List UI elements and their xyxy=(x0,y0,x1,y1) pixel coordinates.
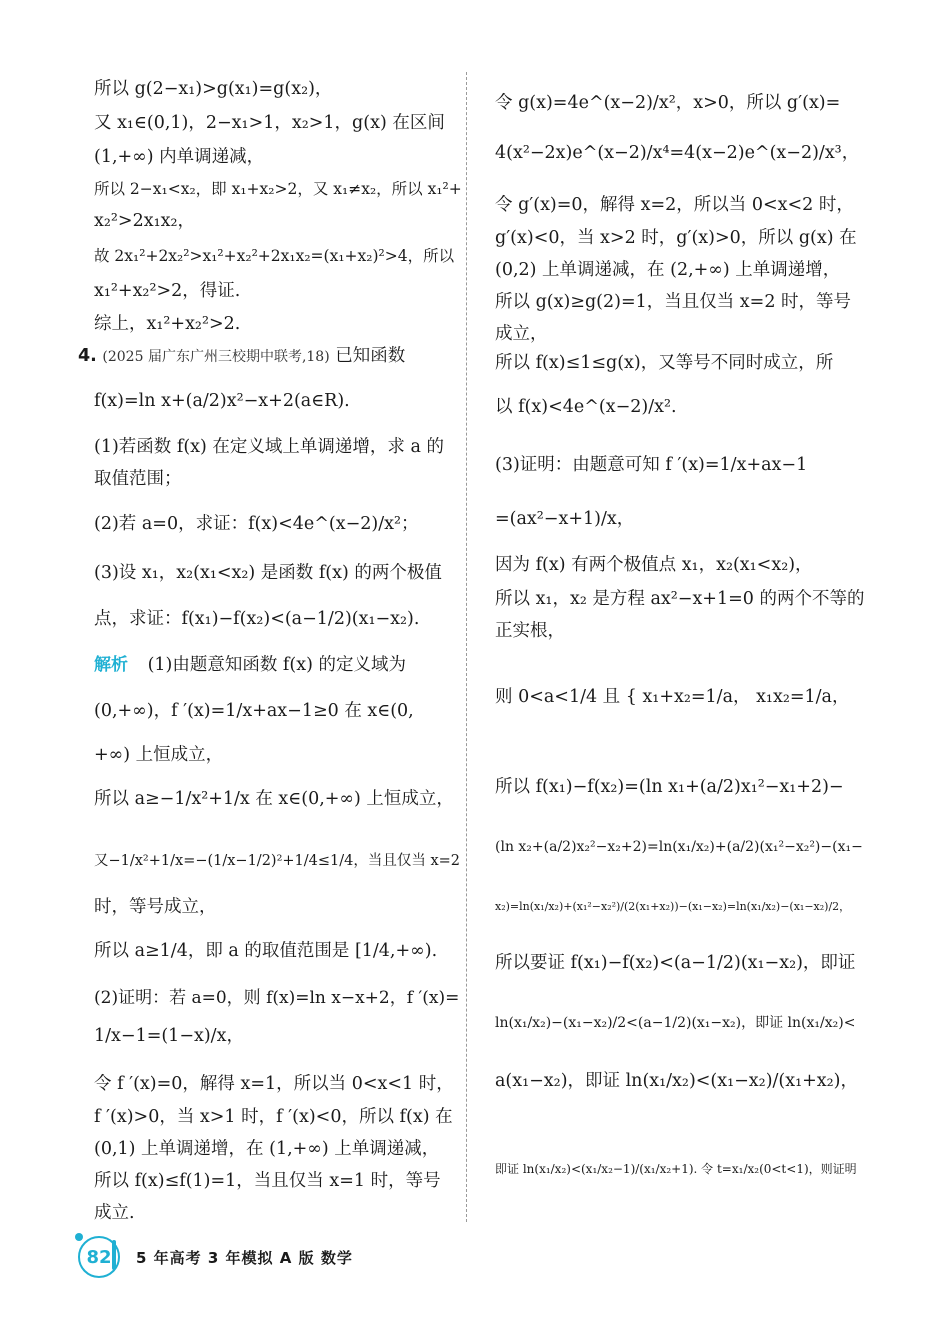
text-line: (0,1) 上单调递增，在 (1,+∞) 上单调递减， xyxy=(94,1139,440,1159)
text-line: 点，求证：f(x₁)−f(x₂)<(a−1/2)(x₁−x₂). xyxy=(94,609,420,629)
text-line: (0,+∞)，f ′(x)=1/x+ax−1≥0 在 x∈(0, xyxy=(94,701,414,721)
text-line: (2)证明：若 a=0，则 f(x)=ln x−x+2，f ′(x)= xyxy=(94,988,460,1008)
text-line: 所以 g(2−x₁)>g(x₁)=g(x₂)， xyxy=(94,79,333,99)
text-line: 所以要证 f(x₁)−f(x₂)<(a−1/2)(x₁−x₂)，即证 xyxy=(495,953,856,973)
text-line: 则 0<a<1/4 且 { x₁+x₂=1/a， x₁x₂=1/a， xyxy=(495,687,850,707)
text-line: 即证 ln(x₁/x₂)<(x₁/x₂−1)/(x₁/x₂+1). 令 t=x₁/x₂(0<t<1)，则证明 xyxy=(495,1162,857,1176)
text-line: ln(x₁/x₂)−(x₁−x₂)/2<(a−1/2)(x₁−x₂)，即证 ln(x₁/x₂)< xyxy=(495,1015,856,1031)
column-divider xyxy=(466,72,467,1222)
text-line: (1)若函数 f(x) 在定义域上单调递增，求 a 的 xyxy=(94,437,444,457)
problem-heading xyxy=(78,345,405,368)
text-line: 所以 f(x₁)−f(x₂)=(ln x₁+(a/2)x₁²−x₁+2)− xyxy=(495,777,844,797)
problem-source: (2025 届广东广州三校期中联考,18) xyxy=(102,349,330,365)
text-line: (1,+∞) 内单调递减， xyxy=(94,147,265,167)
book-title: 5 年高考 3 年模拟 A 版 数学 xyxy=(136,1249,353,1267)
text-line: 令 g(x)=4e^(x−2)/x²，x>0，所以 g′(x)= xyxy=(495,93,841,113)
function-definition: f(x)=ln x+(a/2)x²−x+2(a∈R). xyxy=(94,391,350,411)
text-line: 所以 a≥−1/x²+1/x 在 x∈(0,+∞) 上恒成立， xyxy=(94,789,454,809)
text-line: 成立， xyxy=(495,324,548,344)
text-line: (3)设 x₁，x₂(x₁<x₂) 是函数 f(x) 的两个极值 xyxy=(94,563,442,583)
solution-text: (1)由题意知函数 f(x) 的定义域为 xyxy=(147,655,406,675)
text-line: x₁²+x₂²>2，得证. xyxy=(94,281,241,301)
page-footer xyxy=(78,1236,878,1276)
problem-intro: 已知函数 xyxy=(335,346,406,366)
text-line: =(ax²−x+1)/x， xyxy=(495,509,635,529)
text-line: 故 2x₁²+2x₂²>x₁²+x₂²+2x₁x₂=(x₁+x₂)²>4，所以 xyxy=(94,247,455,265)
footer-accent-bar xyxy=(112,1240,116,1270)
text-line: 所以 a≥1/4，即 a 的取值范围是 [1/4,+∞). xyxy=(94,941,438,961)
page-number: 82 xyxy=(86,1246,112,1268)
problem-number: 4. xyxy=(78,346,97,366)
text-line: 所以 x₁，x₂ 是方程 ax²−x+1=0 的两个不等的 xyxy=(495,589,865,609)
text-line: 令 g′(x)=0，解得 x=2，所以当 0<x<2 时， xyxy=(495,195,854,215)
text-line: +∞) 上恒成立， xyxy=(94,745,224,765)
text-line: 正实根， xyxy=(495,621,565,641)
text-line: (ln x₂+(a/2)x₂²−x₂+2)=ln(x₁/x₂)+(a/2)(x₁²−x₂²)−(x₁− xyxy=(495,839,863,855)
text-line: (3)证明：由题意可知 f ′(x)=1/x+ax−1 xyxy=(495,455,808,475)
text-line: 所以 f(x)≤1≤g(x)，又等号不同时成立，所 xyxy=(495,353,834,373)
solution-line xyxy=(94,654,406,676)
text-line: a(x₁−x₂)，即证 ln(x₁/x₂)<(x₁−x₂)/(x₁+x₂)， xyxy=(495,1071,859,1091)
text-line: g′(x)<0，当 x>2 时，g′(x)>0，所以 g(x) 在 xyxy=(495,228,857,248)
text-line: 所以 g(x)≥g(2)=1，当且仅当 x=2 时，等号 xyxy=(495,292,852,312)
page-number-dot xyxy=(75,1233,83,1241)
text-line: x₂)=ln(x₁/x₂)+(x₁²−x₂²)/(2(x₁+x₂))−(x₁−x₂)=ln(x₁/x₂)−(x₁−x₂)/2， xyxy=(495,900,851,913)
text-line: 4(x²−2x)e^(x−2)/x⁴=4(x−2)e^(x−2)/x³， xyxy=(495,143,860,163)
text-line: x₂²>2x₁x₂， xyxy=(94,211,195,231)
text-line: 所以 f(x)≤f(1)=1，当且仅当 x=1 时，等号 xyxy=(94,1171,441,1191)
text-line: 1/x−1=(1−x)/x， xyxy=(94,1026,244,1046)
solution-label: 解析 xyxy=(94,655,128,675)
text-line: 因为 f(x) 有两个极值点 x₁，x₂(x₁<x₂)， xyxy=(495,555,813,575)
text-line: 又−1/x²+1/x=−(1/x−1/2)²+1/4≤1/4，当且仅当 x=2 xyxy=(94,853,461,869)
text-line: 所以 2−x₁<x₂，即 x₁+x₂>2，又 x₁≠x₂，所以 x₁²+ xyxy=(94,180,462,198)
text-line: 成立. xyxy=(94,1203,135,1223)
text-line: (0,2) 上单调递减，在 (2,+∞) 上单调递增， xyxy=(495,260,841,280)
text-line: 时，等号成立， xyxy=(94,897,217,917)
text-line: 取值范围； xyxy=(94,469,182,489)
text-line: 又 x₁∈(0,1)，2−x₁>1，x₂>1，g(x) 在区间 xyxy=(94,113,445,133)
text-line: 以 f(x)<4e^(x−2)/x². xyxy=(495,397,677,417)
text-line: f ′(x)>0，当 x>1 时，f ′(x)<0，所以 f(x) 在 xyxy=(94,1107,453,1127)
text-line: 综上，x₁²+x₂²>2. xyxy=(94,314,241,334)
text-line: (2)若 a=0，求证：f(x)<4e^(x−2)/x²； xyxy=(94,514,419,534)
text-line: 令 f ′(x)=0，解得 x=1，所以当 0<x<1 时， xyxy=(94,1074,454,1094)
